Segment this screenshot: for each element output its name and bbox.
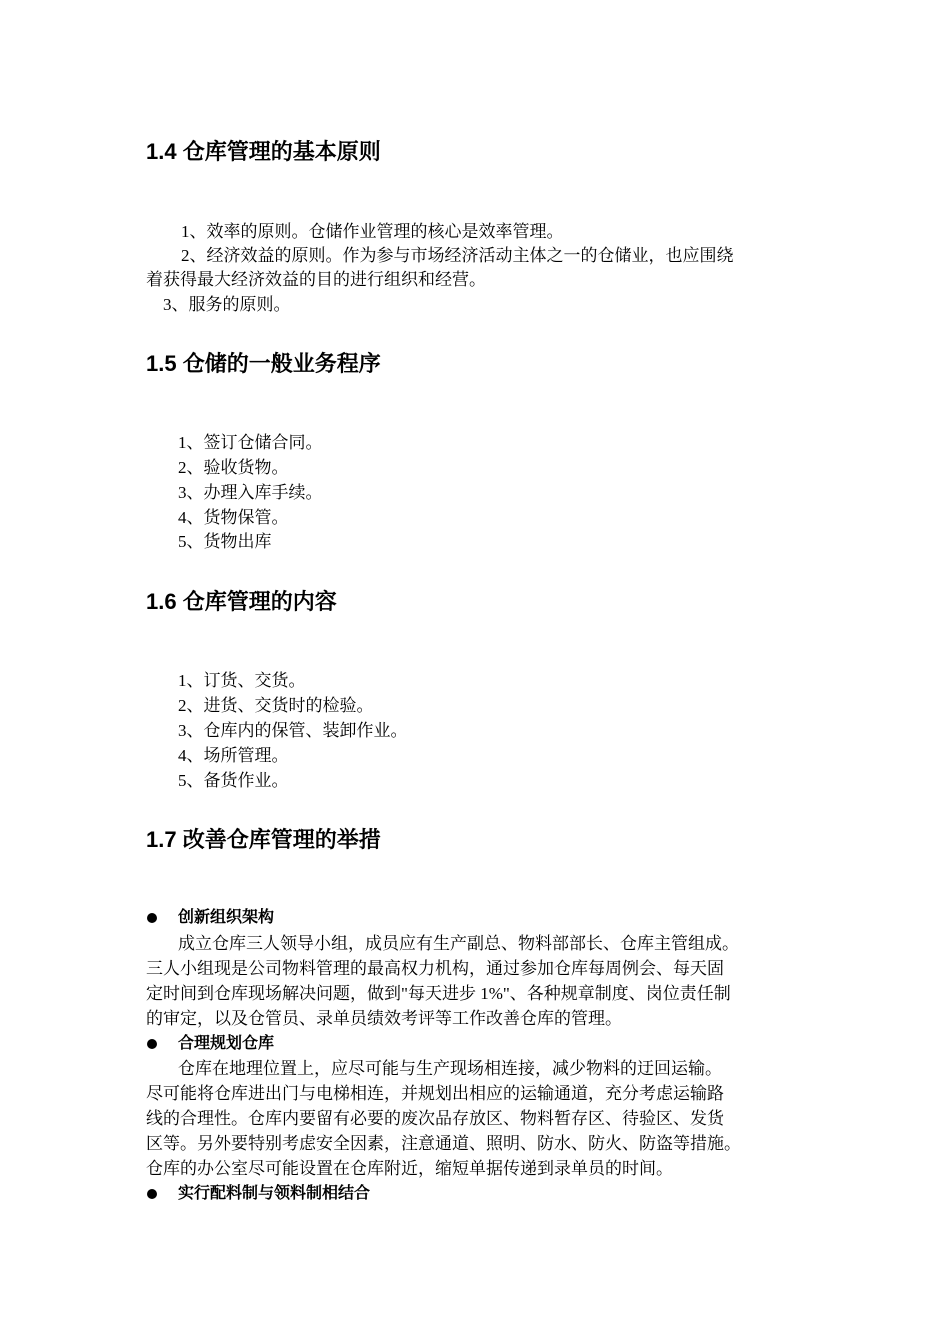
list-item: 1、订货、交货。 [178,671,306,690]
paragraph-line: 着获得最大经济效益的目的进行组织和经营。 [146,270,486,289]
section-heading: 1.4 仓库管理的基本原则 [146,139,381,164]
paragraph-line: 定时间到仓库现场解决问题，做到"每天进步 1%"、各种规章制度、岗位责任制 [146,984,731,1003]
list-item: 2、进货、交货时的检验。 [178,696,374,715]
bullet-heading: 合理规划仓库 [178,1035,275,1052]
paragraph-line: 3、服务的原则。 [163,295,291,314]
paragraph-line: 的审定，以及仓管员、录单员绩效考评等工作改善仓库的管理。 [146,1009,622,1028]
paragraph-line: 区等。另外要特别考虑安全因素，注意通道、照明、防水、防火、防盗等措施。 [146,1134,741,1153]
section-heading: 1.7 改善仓库管理的举措 [146,827,381,852]
paragraph-line: 尽可能将仓库进出门与电梯相连，并规划出相应的运输通道，充分考虑运输路 [146,1084,724,1103]
bullet-heading: 实行配料制与领料制相结合 [178,1185,371,1202]
list-item: 3、办理入库手续。 [178,483,323,502]
list-item: 4、货物保管。 [178,508,289,527]
list-item: 3、仓库内的保管、装卸作业。 [178,721,408,740]
paragraph-line: 仓库的办公室尽可能设置在仓库附近，缩短单据传递到录单员的时间。 [146,1159,673,1178]
bullet-icon [147,913,157,923]
paragraph-line: 三人小组现是公司物料管理的最高权力机构，通过参加仓库每周例会、每天固 [146,959,724,978]
bullet-icon [147,1189,157,1199]
list-item: 4、场所管理。 [178,746,289,765]
paragraph-line: 成立仓库三人领导小组，成员应有生产副总、物料部部长、仓库主管组成。 [178,934,739,953]
list-item: 2、验收货物。 [178,458,289,477]
paragraph-line: 2、经济效益的原则。作为参与市场经济活动主体之一的仓储业，也应围绕 [181,246,734,265]
section-heading: 1.5 仓储的一般业务程序 [146,351,381,376]
list-item: 5、备货作业。 [178,771,289,790]
list-item: 1、签订仓储合同。 [178,433,323,452]
bullet-heading: 创新组织架构 [178,909,275,926]
paragraph-line: 线的合理性。仓库内要留有必要的废次品存放区、物料暂存区、待验区、发货 [146,1109,724,1128]
list-item: 5、货物出库 [178,532,272,551]
section-heading: 1.6 仓库管理的内容 [146,589,337,614]
paragraph-line: 1、效率的原则。仓储作业管理的核心是效率管理。 [181,222,564,241]
paragraph-line: 仓库在地理位置上，应尽可能与生产现场相连接，减少物料的迂回运输。 [178,1059,722,1078]
bullet-icon [147,1039,157,1049]
